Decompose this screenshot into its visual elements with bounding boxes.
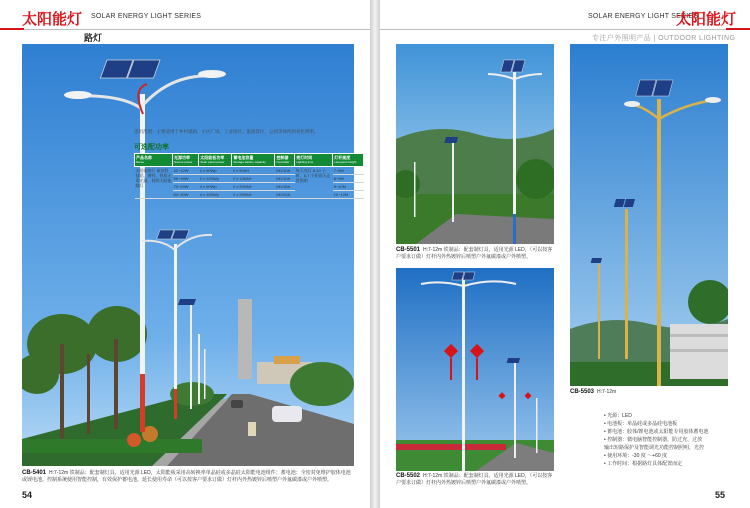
section-subtitle: 路灯	[84, 33, 103, 43]
table-cell: 24V20A	[275, 191, 295, 199]
col-battery: 蓄电池容量 Storage battery capacity	[232, 154, 275, 167]
table-cell: 42~12W	[173, 167, 199, 175]
photo-cb5502	[396, 268, 554, 471]
list-item: • 光源：LED	[604, 413, 632, 419]
table-cell: 2 x 130AH	[232, 175, 275, 183]
name-cell: 太阳能路灯 新款科技铝、镀锌、铁质无毒光源、持续太阳能路灯	[135, 167, 173, 199]
caption-cb5401	[22, 470, 354, 484]
caption-text: H:7-12m 铁制品：配套制灯具，适用光源 LED，（可以按客户要求订做）灯杆内外热镀锌后喷塑户外氟碳漆或户外喷塑。	[396, 473, 553, 486]
col-height: 灯杆高度 Lamppost height	[333, 154, 364, 167]
table-row	[135, 167, 364, 175]
lighting-time-cell: 每天亮灯 8-10 小时，6-7 个阴雨天正常照明	[295, 167, 333, 199]
photo-cb5503	[570, 44, 728, 386]
table-cell: 24V10A	[275, 175, 295, 183]
brand-title: 太阳能灯	[676, 11, 737, 28]
col-controller: 控制器 Controller	[275, 154, 295, 167]
table-cell: 2 x 120Wp	[199, 175, 232, 183]
red-rule	[0, 28, 24, 30]
table-cell: 2 x 90AH	[232, 167, 275, 175]
product-code: CB-5401	[22, 470, 47, 476]
spec-table	[134, 153, 364, 199]
list-item: • 工作时间：根据路灯具体配置而定	[604, 461, 683, 467]
table-cell: 2 x 250AH	[232, 191, 275, 199]
caption-text: H:7-12m 铁制品：配套制灯具，适用光源 LED，太阳能板采用高转换率单晶硅或多晶硅太阳能电池组件；蓄电池：全密封免维护胶体电池或锂电池。控制系统使用智能控制，有效保护蓄电池，延长使用寿命（可以按客户要求订做）灯杆内外热镀锌后喷塑户外氟碳漆或户外喷塑。	[22, 470, 351, 483]
caption-text: H:7-12m 铁制品：配套制灯具，适用光源 LED，（可以按客户要求订做）灯杆内外热镀锌后喷塑户外氟碳漆或户外喷塑。	[396, 247, 553, 260]
table-cell: 2 x 200AH	[232, 183, 275, 191]
list-item: • 控制器：微电脑智能控制器，防过充、过放	[604, 437, 703, 443]
col-power: 光源功率 Source power	[173, 154, 199, 167]
list-item: • 使用环境：-30 度 ～+60 度	[604, 453, 668, 459]
spec-header-row	[135, 154, 364, 167]
caption-cb5501	[396, 247, 556, 261]
caption-text: H:7-12m	[597, 389, 617, 395]
list-item: • 蓄电池：胶体/锂电池或太阳能专用胶体蓄电池	[604, 429, 709, 435]
table-cell: 4 x 90Wp	[199, 183, 232, 191]
table-cell: 24V10A	[275, 167, 295, 175]
series-title: SOLAR ENERGY LIGHT SERIES	[91, 13, 202, 20]
table-cell: 7~8M	[333, 167, 364, 175]
photo-cb5501	[396, 44, 554, 244]
application-scope: 适用范围：主要适用于乡村道路、小区广场、工业园区、旅游景区、公园等场所的亮化照明。	[134, 129, 319, 134]
brand-title: 太阳能灯	[22, 11, 83, 28]
options-title: 可选配功率	[134, 144, 169, 151]
col-name: 产品名称 Name	[135, 154, 173, 167]
caption-cb5503	[570, 389, 730, 396]
table-cell: 4 x 100Wp	[199, 191, 232, 199]
table-cell: 70~24W	[173, 183, 199, 191]
caption-cb5502	[396, 473, 556, 487]
street-scene	[22, 44, 354, 466]
table-cell: 2 x 90Wp	[199, 167, 232, 175]
gray-rule	[24, 29, 370, 30]
table-cell: 10~12M	[333, 191, 364, 199]
table-cell: 8~9M	[333, 175, 364, 183]
col-panel: 太阳能板功率 Solar panel power	[199, 154, 232, 167]
list-item: • 电池板：单晶硅或多晶硅电池板	[604, 421, 678, 427]
table-cell: 56~18W	[173, 175, 199, 183]
parameter-list	[604, 412, 709, 468]
table-cell: 9~10M	[333, 183, 364, 191]
col-lighting-time: 亮灯时间 Lighting time	[295, 154, 333, 167]
gray-rule	[380, 29, 726, 30]
street-scene	[396, 44, 554, 244]
product-code: CB-5501	[396, 247, 421, 253]
product-code: CB-5502	[396, 473, 421, 479]
page-number: 54	[22, 490, 33, 500]
red-rule	[726, 28, 750, 30]
book-gutter	[370, 0, 380, 508]
series-title: SOLAR ENERGY LIGHT SERIES	[588, 13, 699, 20]
street-light-photo	[22, 44, 354, 466]
page-number: 55	[715, 490, 726, 500]
street-scene	[396, 268, 554, 471]
right-page	[380, 0, 750, 508]
product-code: CB-5503	[570, 389, 595, 395]
tagline: 专注户外照明产品 | OUTDOOR LIGHTING	[592, 35, 736, 42]
table-cell: 24V15A	[275, 183, 295, 191]
list-item: 输出短路保护及智能调光功能控制照明，光控	[604, 445, 705, 451]
left-page	[0, 0, 370, 508]
street-scene	[570, 44, 728, 386]
table-cell: 84~30W	[173, 191, 199, 199]
